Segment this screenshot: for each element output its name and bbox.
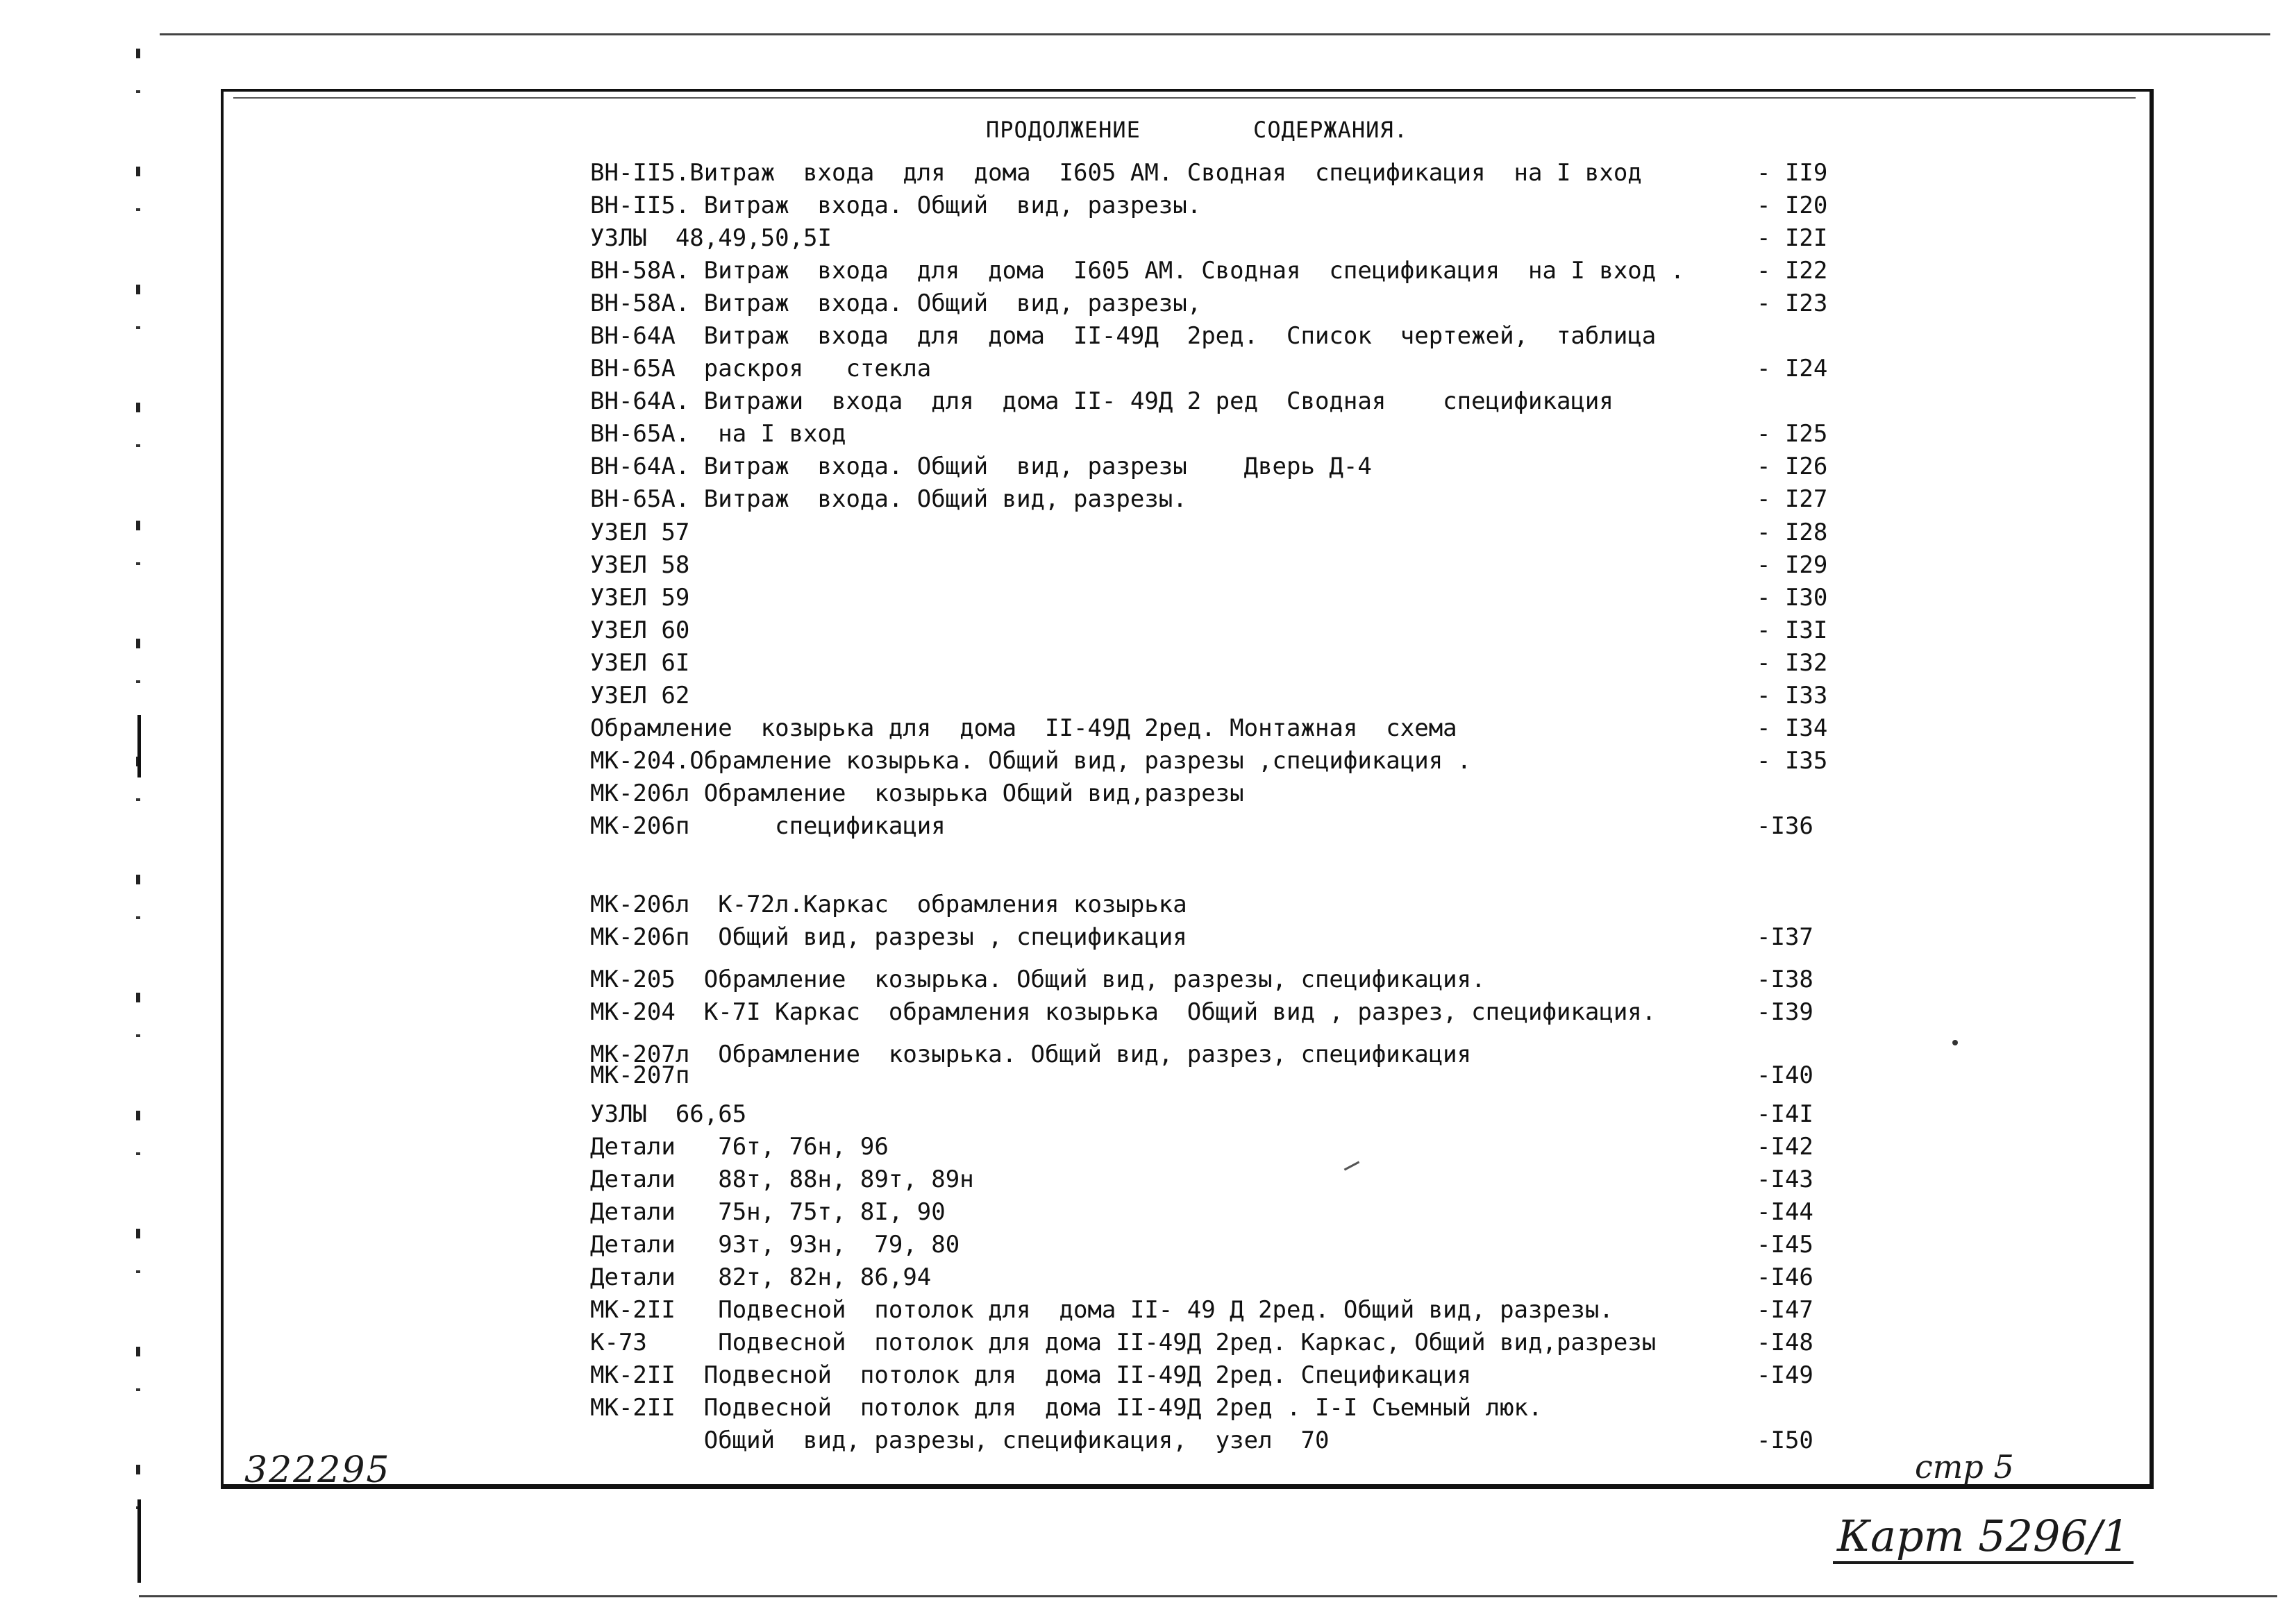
toc-entry-page: -I37 [1757, 923, 1813, 951]
toc-entry [590, 680, 2118, 712]
toc-entry [590, 549, 2118, 581]
toc-entry [590, 1392, 2118, 1424]
scan-top-line [160, 33, 2270, 35]
toc-entry [590, 1196, 2118, 1228]
toc-entry [590, 190, 2118, 221]
toc-entry-text: Обрамление козырька для дома II-49Д 2ред. Монтажная схема [590, 714, 1457, 742]
toc-entry-text: МК-2II Подвесной потолок для дома II-49Д 2ред. Спецификация [590, 1361, 1472, 1389]
toc-entry-page: - I34 [1757, 714, 1828, 742]
toc-entry-page: - I24 [1757, 355, 1828, 382]
toc-entry-page: -I4I [1757, 1100, 1813, 1128]
toc-entry-text: ВН-65А. на I вход [590, 420, 846, 448]
toc-entry-page: - II9 [1757, 159, 1828, 187]
toc-entry [590, 582, 2118, 614]
toc-entry-text: Детали 76т, 76н, 96 [590, 1133, 889, 1161]
toc-entry [590, 996, 2118, 1028]
archive-mark: Карт 5296/1 [1833, 1511, 2134, 1564]
toc-entry [590, 1424, 2118, 1456]
toc-entry [590, 1294, 2118, 1326]
toc-entry-text: ВН-II5. Витраж входа. Общий вид, разрезы. [590, 192, 1202, 219]
toc-entry [590, 810, 2118, 842]
toc-entry-text: МК-2II Подвесной потолок для дома II-49Д 2ред . I-I Съемный люк. [590, 1394, 1543, 1422]
toc-entry [590, 745, 2118, 777]
toc-entry-page: -I39 [1757, 998, 1813, 1026]
toc-entry-page: - I2I [1757, 224, 1828, 252]
toc-entry [590, 222, 2118, 254]
toc-entry [590, 889, 2118, 920]
toc-entry-text: МК-207л Обрамление козырька. Общий вид, разрез, спецификация [590, 1041, 1472, 1068]
toc-entry-page: - I25 [1757, 420, 1828, 448]
toc-entry-text: МК-2II Подвесной потолок для дома II- 49 Д 2ред. Общий вид, разрезы. [590, 1296, 1614, 1324]
toc-entry-text: УЗЛЫ 66,65 [590, 1100, 747, 1128]
toc-entry-page: - I35 [1757, 747, 1828, 775]
toc-entry-text: ВН-II5.Витраж входа для дома I605 АМ. Сводная спецификация на I вход [590, 159, 1642, 187]
toc-entry-page: -I44 [1757, 1198, 1813, 1226]
toc-entry-page: - I29 [1757, 551, 1828, 579]
scan-left-edge [136, 49, 140, 1576]
toc-entry [590, 1059, 2118, 1091]
toc-entry-text: УЗЕЛ 59 [590, 584, 690, 612]
toc-entry-text: Детали 93т, 93н, 79, 80 [590, 1231, 960, 1259]
toc-entry-page: - I33 [1757, 682, 1828, 709]
toc-entry-text: МК-206л К-72л.Каркас обрамления козырька [590, 891, 1187, 918]
toc-entry [590, 451, 2118, 482]
frame-inner-line [233, 97, 2136, 99]
toc-entry [590, 1163, 2118, 1195]
toc-entry-page: -I38 [1757, 966, 1813, 993]
toc-entry-text: МК-207п [590, 1061, 690, 1089]
toc-entry-page: - I26 [1757, 453, 1828, 480]
stray-dot [1952, 1040, 1958, 1045]
toc-entry [590, 157, 2118, 189]
toc-entry-text: ВН-58А. Витраж входа. Общий вид, разрезы, [590, 289, 1202, 317]
toc-entry-text: МК-206п Общий вид, разрезы , спецификация [590, 923, 1187, 951]
toc-entry [590, 287, 2118, 319]
page-mark: стр 5 [1915, 1448, 2014, 1486]
toc-entry-text: Детали 88т, 88н, 89т, 89н [590, 1166, 974, 1193]
toc-entry [590, 1359, 2118, 1391]
toc-entry-text: МК-205 Обрамление козырька. Общий вид, разрезы, спецификация. [590, 966, 1486, 993]
toc-entry [590, 1131, 2118, 1163]
toc-entry [590, 1098, 2118, 1130]
toc-entry-text: ВН-65А. Витраж входа. Общий вид, разрезы. [590, 485, 1187, 513]
toc-entry-page: -I40 [1757, 1061, 1813, 1089]
toc-entry [590, 964, 2118, 995]
toc-entry-text: К-73 Подвесной потолок для дома II-49Д 2ред. Каркас, Общий вид,разрезы [590, 1329, 1657, 1356]
toc-entry-page: -I45 [1757, 1231, 1813, 1259]
toc-entry [590, 647, 2118, 679]
toc-entry [590, 1327, 2118, 1359]
toc-entry [590, 1229, 2118, 1261]
toc-entry-text: Общий вид, разрезы, спецификация, узел 70 [590, 1427, 1330, 1454]
toc-entry-text: ВН-64А. Витражи входа для дома II- 49Д 2 ред Сводная спецификация [590, 387, 1614, 415]
toc-entry-text: Детали 75н, 75т, 8I, 90 [590, 1198, 946, 1226]
toc-entry [590, 385, 2118, 417]
toc-entry-page: -I43 [1757, 1166, 1813, 1193]
toc-entry-text: МК-206л Обрамление козырька Общий вид,разрезы [590, 780, 1244, 807]
toc-entry-text: МК-204 К-7I Каркас обрамления козырька Общий вид , разрез, спецификация. [590, 998, 1657, 1026]
inventory-number: 322295 [244, 1449, 391, 1491]
toc-entry [590, 1261, 2118, 1293]
toc-entry-page: -I42 [1757, 1133, 1813, 1161]
toc-entry-text: ВН-64А. Витраж входа. Общий вид, разрезы Дверь Д-4 [590, 453, 1372, 480]
toc-entry-page: - I3I [1757, 616, 1828, 644]
toc-entry-text: УЗЕЛ 6I [590, 649, 690, 677]
page-title: ПРОДОЛЖЕНИЕ СОДЕРЖАНИЯ. [986, 117, 1408, 143]
toc-entry-text: УЗЕЛ 57 [590, 519, 690, 546]
toc-entry-text: УЗЕЛ 62 [590, 682, 690, 709]
toc-entry-page: - I27 [1757, 485, 1828, 513]
toc-entry-text: ВН-64А Витраж входа для дома II-49Д 2ред. Список чертежей, таблица [590, 322, 1657, 350]
toc-entry [590, 516, 2118, 548]
toc-entry-page: - I30 [1757, 584, 1828, 612]
toc-entry [590, 255, 2118, 287]
toc-entry [590, 320, 2118, 352]
toc-entry-text: МК-204.Обрамление козырька. Общий вид, разрезы ,спецификация . [590, 747, 1472, 775]
toc-entry-page: -I46 [1757, 1263, 1813, 1291]
toc-entry-text: МК-206п спецификация [590, 812, 946, 840]
toc-entry-text: УЗЕЛ 60 [590, 616, 690, 644]
toc-entry-page: -I49 [1757, 1361, 1813, 1389]
toc-entry-page: - I28 [1757, 519, 1828, 546]
scan-left-mark [137, 1499, 141, 1583]
toc-entry-text: УЗЕЛ 58 [590, 551, 690, 579]
toc-entry-page: - I23 [1757, 289, 1828, 317]
toc-entry [590, 921, 2118, 953]
toc-entry [590, 483, 2118, 515]
toc-entry-page: -I50 [1757, 1427, 1813, 1454]
toc-entry-text: УЗЛЫ 48,49,50,5I [590, 224, 832, 252]
toc-entry-text: ВН-65А раскроя стекла [590, 355, 932, 382]
toc-entry-page: -I48 [1757, 1329, 1813, 1356]
toc-entry [590, 418, 2118, 450]
toc-entry-page: - I32 [1757, 649, 1828, 677]
toc-entry [590, 353, 2118, 385]
toc-entry-page: -I36 [1757, 812, 1813, 840]
toc-entry-text: Детали 82т, 82н, 86,94 [590, 1263, 932, 1291]
toc-entry [590, 712, 2118, 744]
toc-entry [590, 777, 2118, 809]
toc-entry-page: -I47 [1757, 1296, 1813, 1324]
toc-entry-page: - I20 [1757, 192, 1828, 219]
toc-entry-text: ВН-58А. Витраж входа для дома I605 АМ. Сводная спецификация на I вход . [590, 257, 1685, 285]
toc-entry-page: - I22 [1757, 257, 1828, 285]
scan-left-mark [137, 715, 141, 777]
toc-entry [590, 614, 2118, 646]
scan-bottom-line [139, 1595, 2277, 1597]
